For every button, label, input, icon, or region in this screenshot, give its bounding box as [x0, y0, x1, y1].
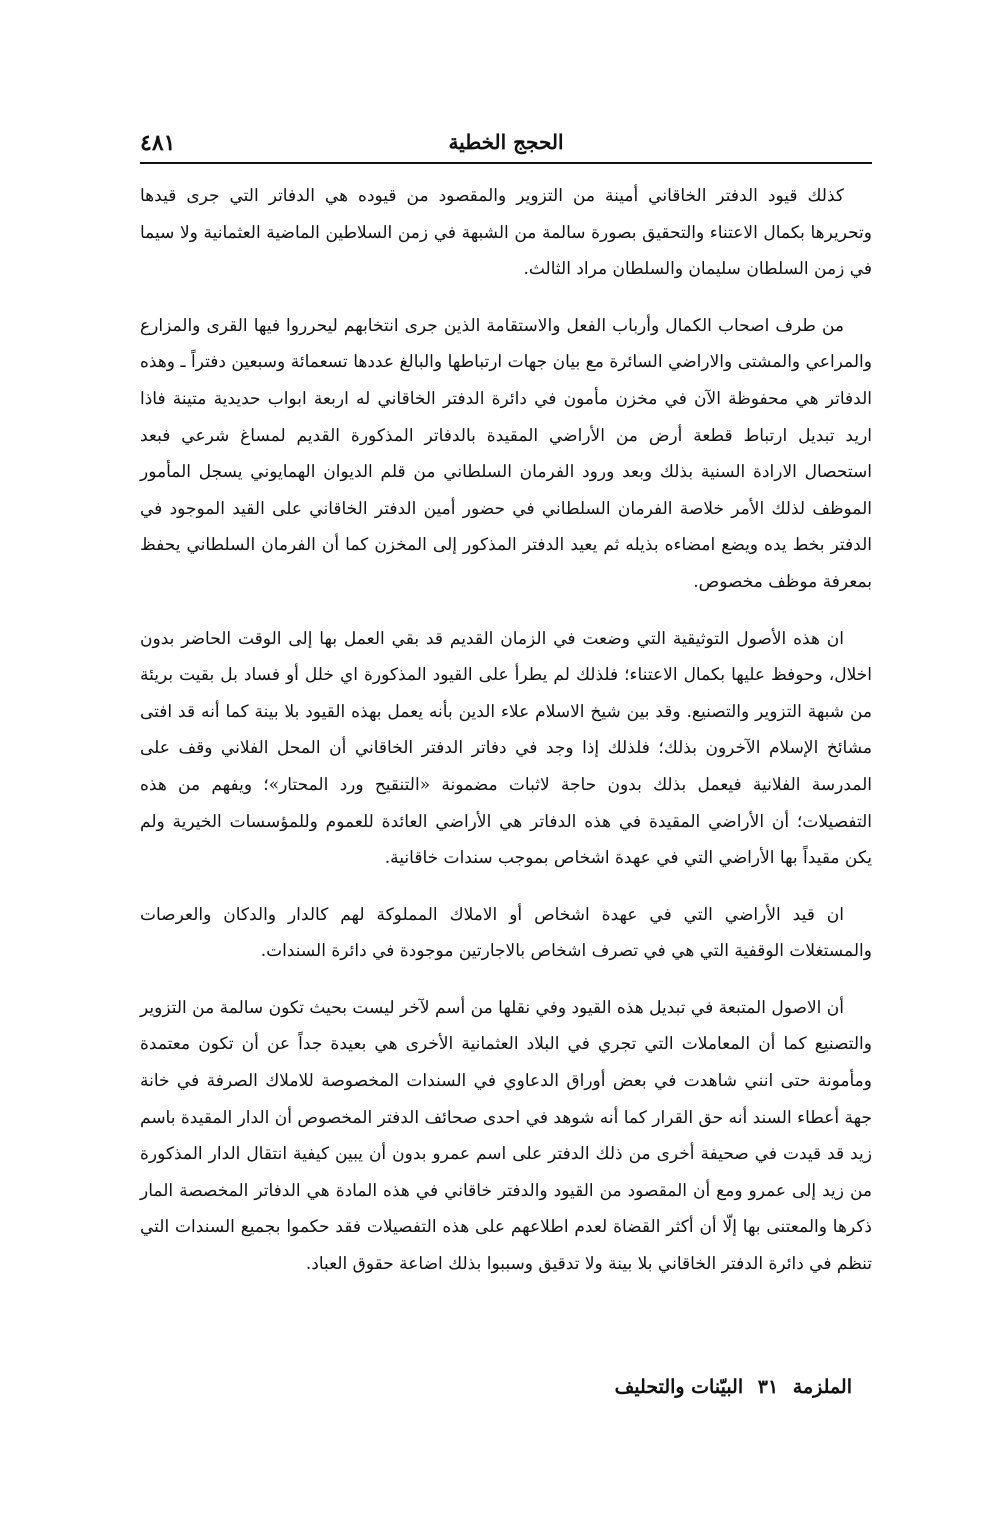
signature-label: الملزمة	[792, 1376, 852, 1398]
paragraph: ان قيد الأراضي التي في عهدة اشخاص أو الاملاك المملوكة لهم كالدار والدكان والعرصات والمستغلات الوقفية التي هي في تصرف اشخاص بالاجارتين موجودة في دائرة السندات.	[140, 904, 872, 962]
body-text	[140, 178, 872, 1283]
signature-title: البيّنات والتحليف	[614, 1376, 744, 1398]
paragraph: كذلك قيود الدفتر الخاقاني أمينة من التزوير والمقصود من قيوده هي الدفاتر التي جرى قيدها وتحريرها بكمال الاعتناء والتحقيق بصورة سالمة من الشبهة في زمن السلاطين الماضية العثمانية ولا سيما في زمن السلطان سليمان والسلطان مراد الثالث.	[140, 186, 872, 280]
running-title: الحجج الخطية	[448, 130, 564, 154]
signature-footer	[607, 1376, 852, 1398]
page-header	[140, 128, 872, 164]
signature-number: ٣١	[757, 1376, 779, 1398]
paragraph: أن الاصول المتبعة في تبديل هذه القيود وفي نقلها من أسم لآخر ليست بحيث تكون سالمة من التزوير والتصنيع كما أن المعاملات التي تجري في البلاد العثمانية الأخرى هي بعيدة جداً عن أن تكون معتمدة ومأمونة حتى انني شاهدت في بعض أوراق الدعاوي في السندات المخصوصة للاملاك الصرفة في خانة جهة أعطاء السند أنه حق القرار كما أنه شوهد في احدى صحائف الدفتر المخصوص أن الدار المقيدة باسم زيد قد قيدت في صحيفة أخرى من ذلك الدفتر على اسم عمرو بدون أن يبين كيفية انتقال الدار المذكورة من زيد إلى عمرو ومع أن المقصود من القيود والدفتر خاقاني في هذه المادة هي الدفاتر المخصصة المار ذكرها والمعتنى بها إلّا أن أكثر القضاة لعدم اطلاعهم على هذه التفصيلات فقد حكموا بجميع السندات التي تنظم في دائرة الدفتر الخاقاني بلا بينة ولا تدقيق وسببوا بذلك اضاعة حقوق العباد.	[140, 997, 872, 1275]
page-number: ٤٨١	[140, 130, 176, 156]
paragraph: من طرف اصحاب الكمال وأرباب الفعل والاستقامة الذين جرى انتخابهم ليحرروا فيها القرى والمزارع والمراعي والمشتى والاراضي السائرة مع بيان جهات ارتباطها والبالغ عددها تسعمائة وسبعين دفتراً ـ وهذه الدفاتر هي محفوظة الآن في مخزن مأمون في دائرة الدفتر الخاقاني له اربعة ابواب حديدية متينة فاذا اريد تبديل ارتباط قطعة أرض من الأراضي المقيدة بالدفاتر المذكورة القديم لمساغ شرعي فبعد استحصال الارادة السنية بذلك وبعد ورود الفرمان السلطاني من قلم الديوان الهمايوني يسجل المأمور الموظف لذلك الأمر خلاصة الفرمان السلطاني في حضور أمين الدفتر الخاقاني على القيد الموجود في الدفتر بخط يده ويضع امضاءه بذيله ثم يعيد الدفتر المذكور إلى المخزن كما أن الفرمان السلطاني يحفظ بمعرفة موظف مخصوص.	[140, 315, 872, 592]
paragraph: ان هذه الأصول التوثيقية التي وضعت في الزمان القديم قد بقي العمل بها إلى الوقت الحاضر بدون اخلال، وحوفظ عليها بكمال الاعتناء؛ فلذلك لم يطرأ على القيود المذكورة اي خلل أو فساد بل بقيت بريئة من شبهة التزوير والتصنيع. وقد بين شيخ الاسلام علاء الدين بأنه يعمل بهذه القيود بلا بينة كما أنه قد افتى مشائخ الإسلام الآخرون بذلك؛ فلذلك إذا وجد في دفاتر الدفتر الخاقاني أن المحل الفلاني وقف على المدرسة الفلانية فيعمل بذلك بدون حاجة لاثبات مضمونة «التنقيح ورد المحتار»؛ ويفهم من هذه التفصيلات؛ أن الأراضي المقيدة في هذه الدفاتر هي الأراضي العائدة للعموم وللمؤسسات الخيرية ولم يكن مقيداً بها الأراضي التي في عهدة اشخاص بموجب سندات خاقانية.	[140, 628, 872, 869]
